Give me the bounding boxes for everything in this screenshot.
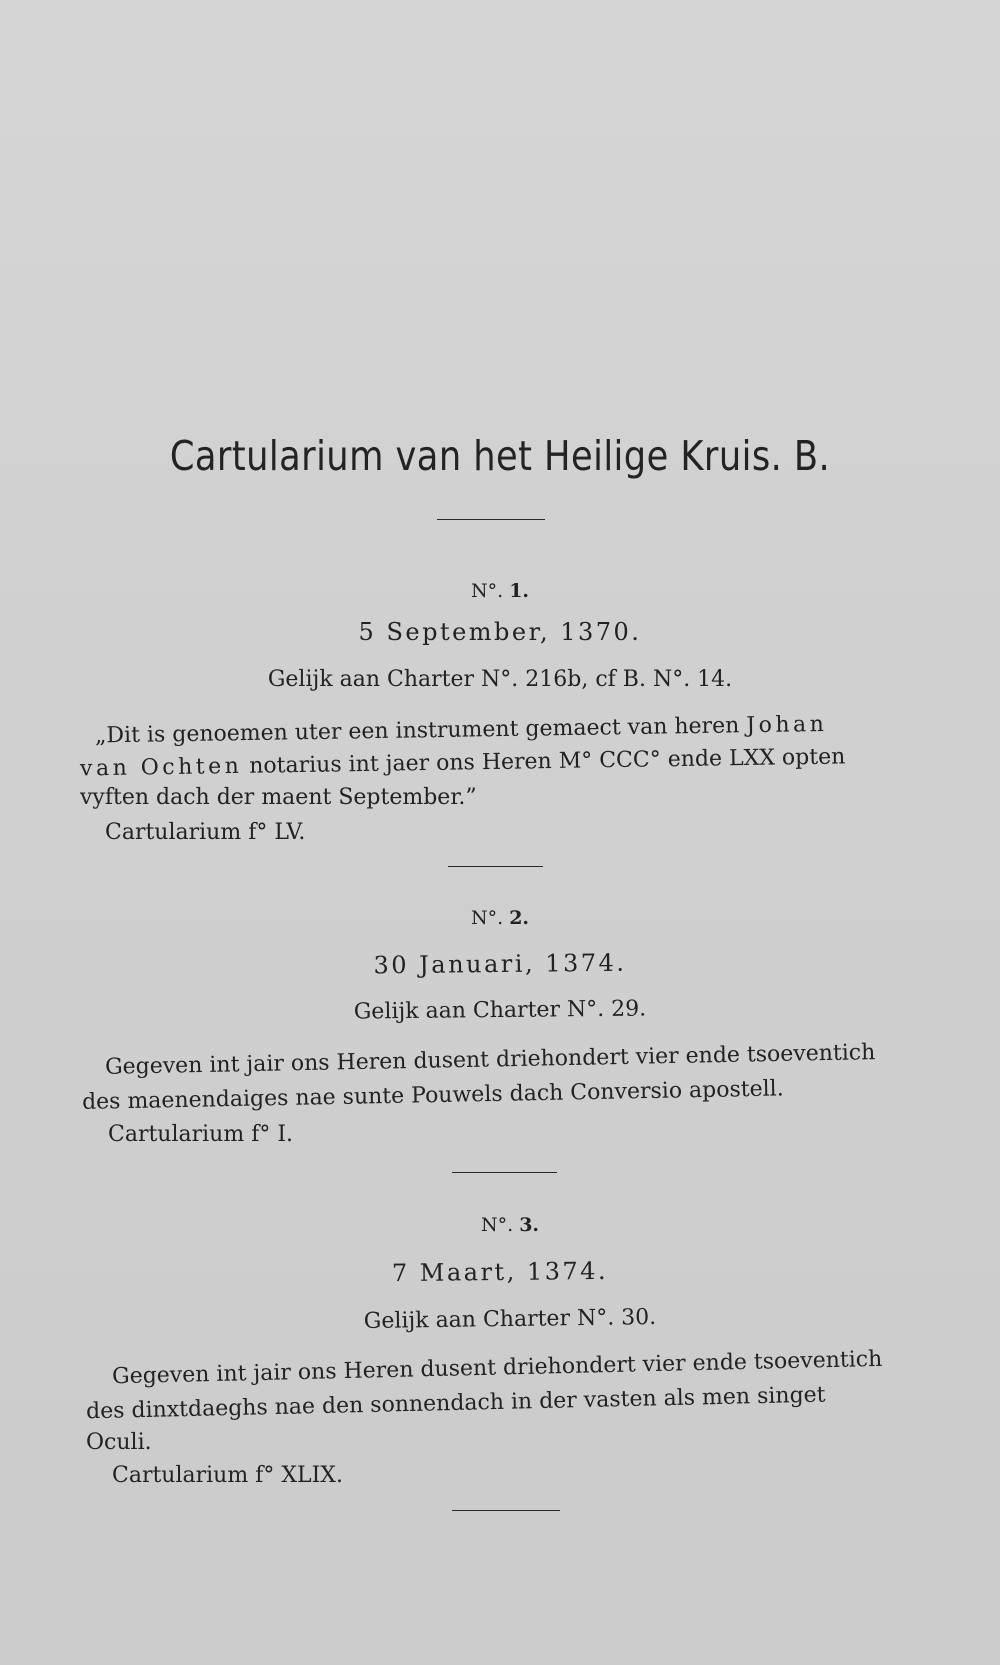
entry-text-segment: notarius int jaer ons Heren M° CCC° ende LXX opten — [242, 744, 846, 779]
entry-date: 5 September, 1370. — [358, 618, 642, 646]
entry-number-prefix: N°. — [470, 907, 504, 929]
entry-text-line: vyften dach der maent September.” — [80, 785, 477, 810]
title-divider — [437, 519, 545, 520]
entry-date: 7 Maart, 1374. — [391, 1256, 609, 1288]
entry-text-line: Gegeven int jair ons Heren dusent driehondert vier ende tsoeventich — [111, 1346, 883, 1390]
entry-text-line: des dinxtdaeghs nae den sonnendach in der vasten als men singet — [85, 1382, 826, 1425]
entry-text-spaced-name: Johan — [746, 711, 828, 739]
entry-date: 30 Januari, 1374. — [373, 948, 627, 980]
entry-number — [10, 1214, 1000, 1236]
entry-divider — [448, 866, 543, 867]
entry-text-line — [80, 744, 900, 782]
entry-number-value: 3. — [519, 1214, 540, 1236]
entry-number-prefix: N°. — [480, 1214, 514, 1236]
entry-text-spaced-name: van Ochten — [79, 753, 243, 782]
entry-number — [0, 907, 1000, 929]
entry-charter-reference: Gelijk aan Charter N°. 30. — [363, 1304, 657, 1335]
entry-divider — [452, 1510, 560, 1511]
entry-cartularium-reference: Cartularium f° I. — [108, 1122, 294, 1147]
entry-text-line: Oculi. — [86, 1430, 152, 1455]
entry-number-value: 2. — [509, 907, 530, 929]
entry-charter-reference: Gelijk aan Charter N°. 29. — [353, 996, 647, 1025]
entry-charter-reference: Gelijk aan Charter N°. 216b, cf B. N°. 14. — [267, 667, 733, 692]
entry-number-prefix: N°. — [470, 580, 504, 602]
entry-number — [0, 580, 1000, 602]
entry-cartularium-reference: Cartularium f° XLIX. — [112, 1463, 343, 1488]
entry-text-segment: „Dit is genoemen uter een instrument gemaect van heren — [94, 713, 747, 749]
entry-text-line — [95, 711, 915, 749]
entry-cartularium-reference: Cartularium f° LV. — [105, 820, 306, 845]
entry-divider — [452, 1172, 557, 1173]
page-title: Cartularium van het Heilige Kruis. B. — [169, 432, 831, 480]
entry-text-line: Gegeven int jair ons Heren dusent driehondert vier ende tsoeventich — [104, 1040, 876, 1080]
entry-number-value: 1. — [509, 580, 530, 602]
entry-text-line: des maenendaiges nae sunte Pouwels dach Conversio apostell. — [81, 1076, 784, 1115]
